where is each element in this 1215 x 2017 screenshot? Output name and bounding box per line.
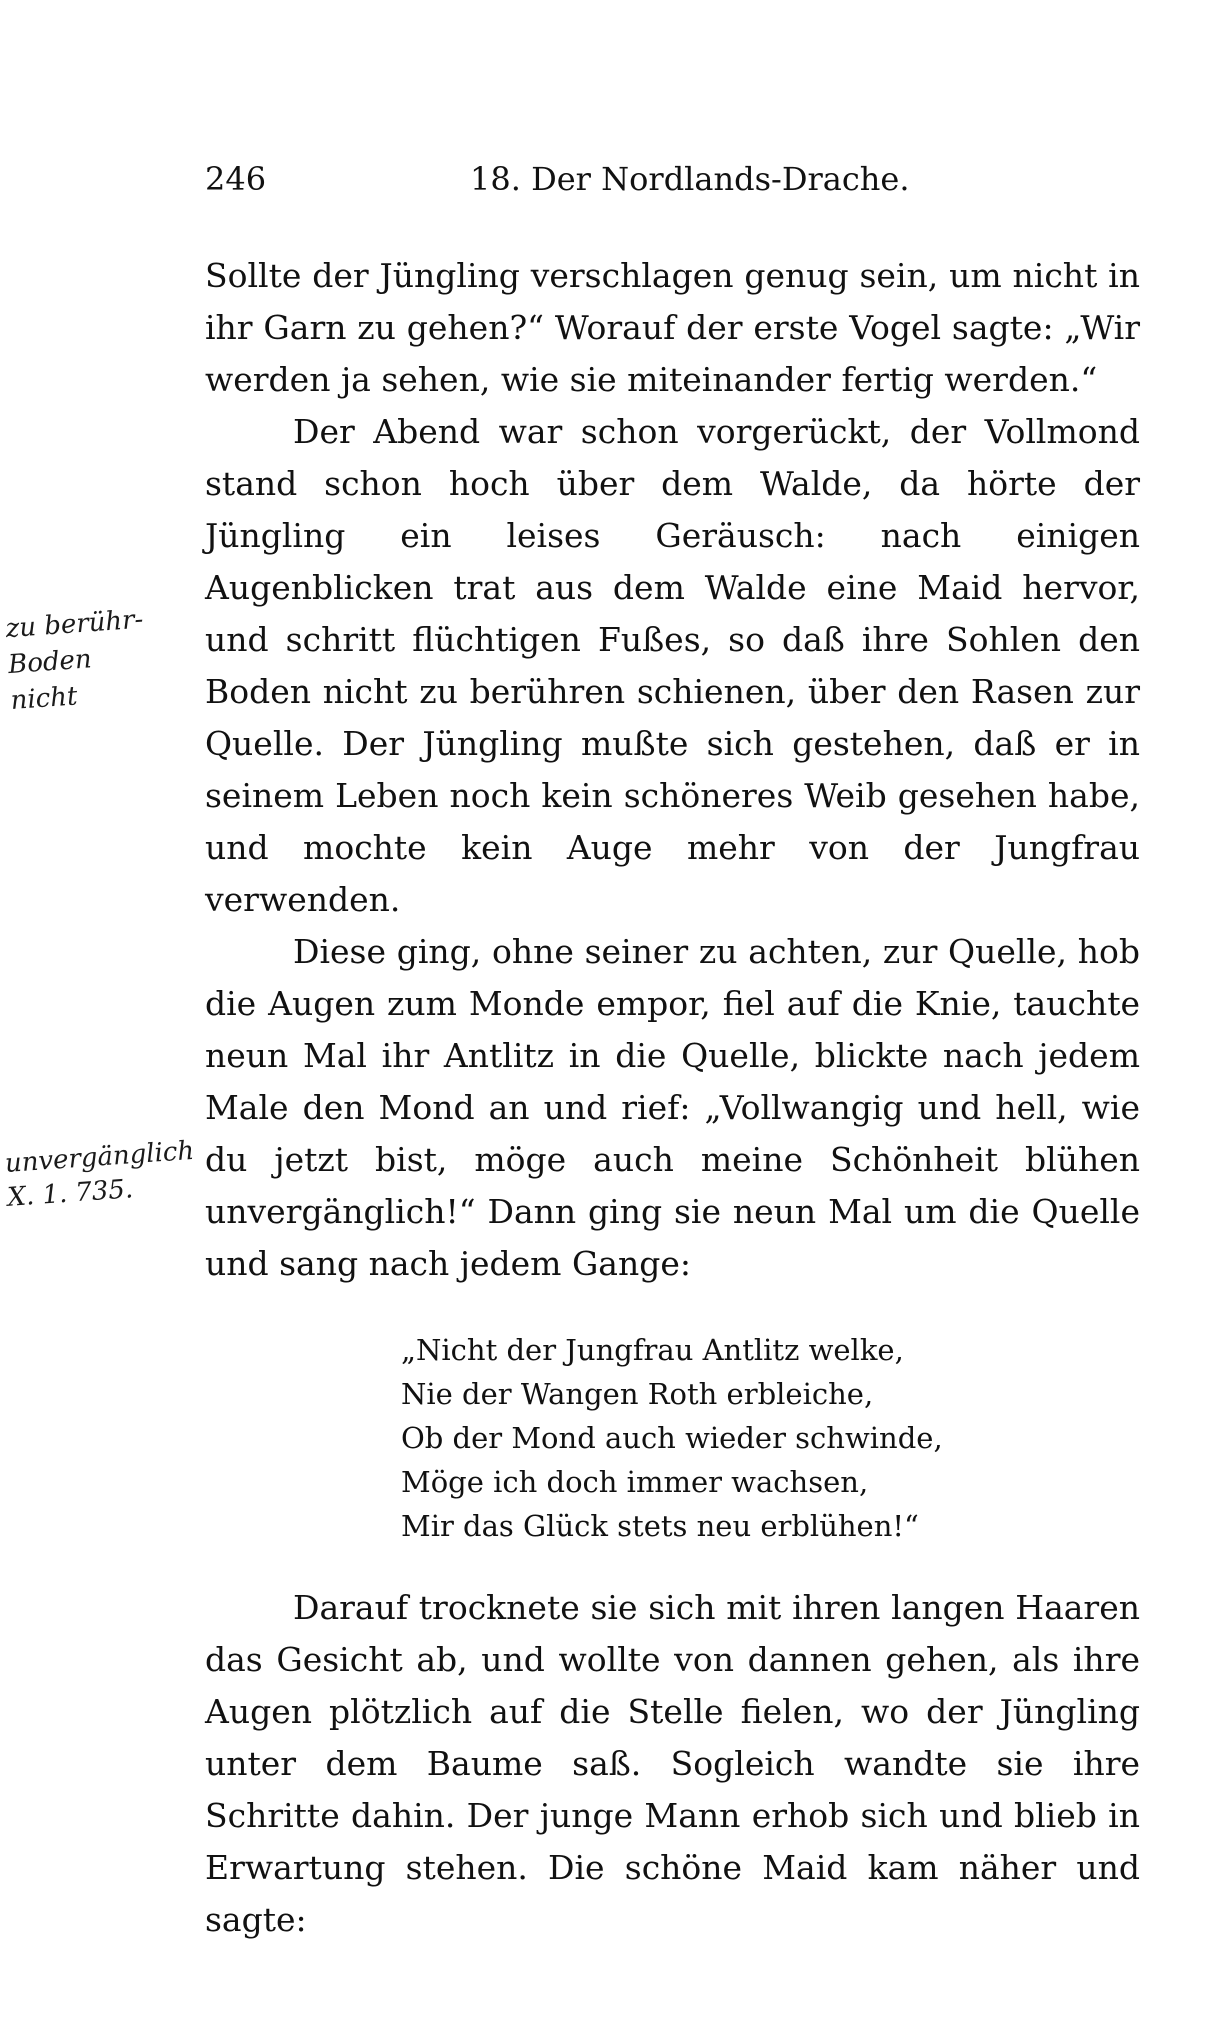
- verse-line-2: Nie der Wangen Roth erbleiche,: [401, 1377, 874, 1411]
- verse-line-5: Mir das Glück stets neu erblühen!“: [401, 1509, 919, 1543]
- page-number: 246: [205, 160, 267, 198]
- verse-line-1: „Nicht der Jungfrau Antlitz welke,: [401, 1333, 904, 1367]
- margin-note-1-line-1: zu berühr-: [4, 604, 145, 645]
- paragraph-1: Sollte der Jüngling verschlagen genug sein, um nicht in ihr Garn zu gehen?“ Worauf der erste Vogel sagte: „Wir werden ja sehen, wie sie miteinander fertig werden.“: [205, 256, 1140, 399]
- verse-line-3: Ob der Mond auch wieder schwinde,: [401, 1421, 943, 1455]
- handwritten-margin-note-1: [4, 599, 186, 719]
- margin-note-2-line-1: unvergänglich: [4, 1135, 196, 1179]
- paragraph-4: Darauf trocknete sie sich mit ihren langen Haaren das Gesicht ab, und wollte von dannen gehen, als ihre Augen plötzlich auf die Stelle fielen, wo der Jüngling unter dem Baume saß. Sogleich wandte sie ihre Schritte dahin. Der junge Mann erhob sich und blieb in Erwartung stehen. Die schöne Maid kam näher und sagte:: [205, 1588, 1140, 1939]
- paragraph-3: Diese ging, ohne seiner zu achten, zur Quelle, hob die Augen zum Monde empor, fiel auf die Knie, tauchte neun Mal ihr Antlitz in die Quelle, blickte nach jedem Male den Mond an und rief: „Vollwangig und hell, wie du jetzt bist, möge auch meine Schönheit blühen unvergänglich!“ Dann ging sie neun Mal um die Quelle und sang nach jedem Gange:: [205, 932, 1140, 1283]
- body-text: [205, 250, 1140, 1946]
- margin-note-1-line-3: nicht: [9, 681, 79, 716]
- margin-note-2-line-2: X. 1. 735.: [6, 1174, 135, 1213]
- chapter-title: 18. Der Nordlands-Drache.: [470, 160, 910, 198]
- margin-note-1-line-2: Boden: [7, 644, 93, 681]
- verse-line-4: Möge ich doch immer wachsen,: [401, 1465, 869, 1499]
- verse-block: [205, 1328, 1140, 1548]
- paragraph-2: Der Abend war schon vorgerückt, der Vollmond stand schon hoch über dem Walde, da hörte der Jüngling ein leises Geräusch: nach einigen Augenblicken trat aus dem Walde eine Maid hervor, und schritt flüchtigen Fußes, so daß ihre Sohlen den Boden nicht zu berühren schienen, über den Rasen zur Quelle. Der Jüngling mußte sich gestehen, daß er in seinem Leben noch kein schöneres Weib gesehen habe, und mochte kein Auge mehr von der Jungfrau verwenden.: [205, 412, 1140, 919]
- handwritten-margin-note-2: [4, 1133, 208, 1215]
- running-head: [205, 160, 1145, 210]
